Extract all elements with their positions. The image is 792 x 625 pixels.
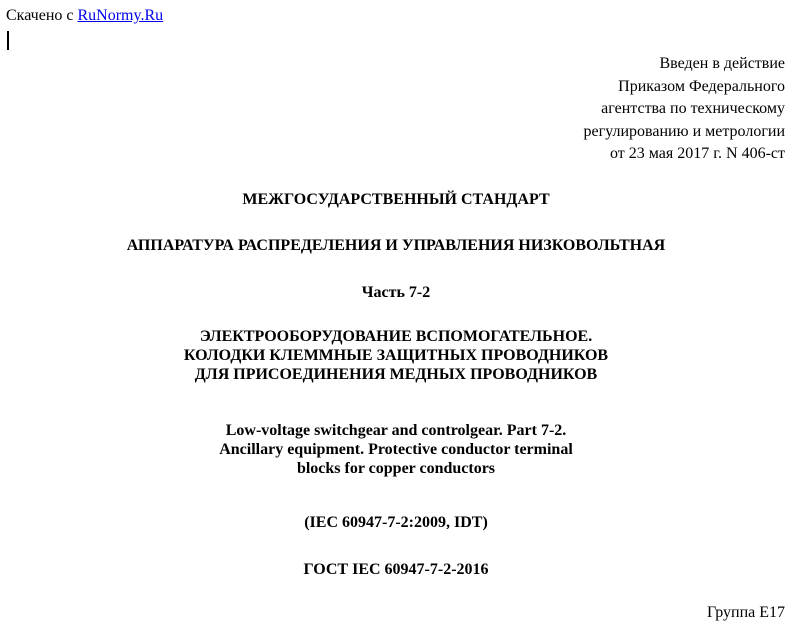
english-title-line: blocks for copper conductors: [296, 460, 496, 477]
enactment-line: агентства по техническому: [601, 100, 785, 117]
standard-type-heading: [0, 190, 792, 209]
enactment-line: от 23 мая 2017 г. N 406-ст: [610, 145, 785, 162]
source-prefix: Скачено с: [6, 7, 78, 24]
gost-number-text: ГОСТ IEC 60947-7-2-2016: [303, 561, 489, 578]
main-title-text: АППАРАТУРА РАСПРЕДЕЛЕНИЯ И УПРАВЛЕНИЯ НИЗКОВОЛЬТНАЯ: [126, 237, 666, 254]
part-text: Часть 7-2: [361, 284, 431, 301]
enactment-line: Введен в действие: [659, 55, 785, 72]
gost-number: [0, 560, 792, 579]
source-line: [6, 6, 163, 26]
enactment-line: Приказом Федерального: [618, 77, 785, 95]
group-code: Группа Е17: [706, 604, 785, 621]
subtitle-line: ДЛЯ ПРИСОЕДИНЕНИЯ МЕДНЫХ ПРОВОДНИКОВ: [194, 366, 598, 383]
source-link[interactable]: RuNormy.Ru: [77, 7, 164, 24]
iec-reference-text: (IEC 60947-7-2:2009, IDT): [304, 514, 488, 531]
english-title-line: Low-voltage switchgear and controlgear. Part 7-2.: [225, 422, 567, 439]
english-title-line: Ancillary equipment. Protective conductor terminal: [219, 441, 573, 458]
enactment-line: регулированию и метрологии: [583, 122, 785, 140]
text-cursor: [7, 31, 9, 50]
english-title: [0, 421, 792, 478]
iec-reference: [0, 513, 792, 532]
standard-type-text: МЕЖГОСУДАРСТВЕННЫЙ СТАНДАРТ: [242, 191, 550, 208]
subtitle-heading: [0, 327, 792, 384]
subtitle-line: КОЛОДКИ КЛЕММНЫЕ ЗАЩИТНЫХ ПРОВОДНИКОВ: [183, 347, 609, 364]
enactment-block: [584, 53, 785, 166]
part-heading: [0, 283, 792, 302]
subtitle-line: ЭЛЕКТРООБОРУДОВАНИЕ ВСПОМОГАТЕЛЬНОЕ.: [199, 328, 593, 345]
main-title-heading: [0, 236, 792, 255]
